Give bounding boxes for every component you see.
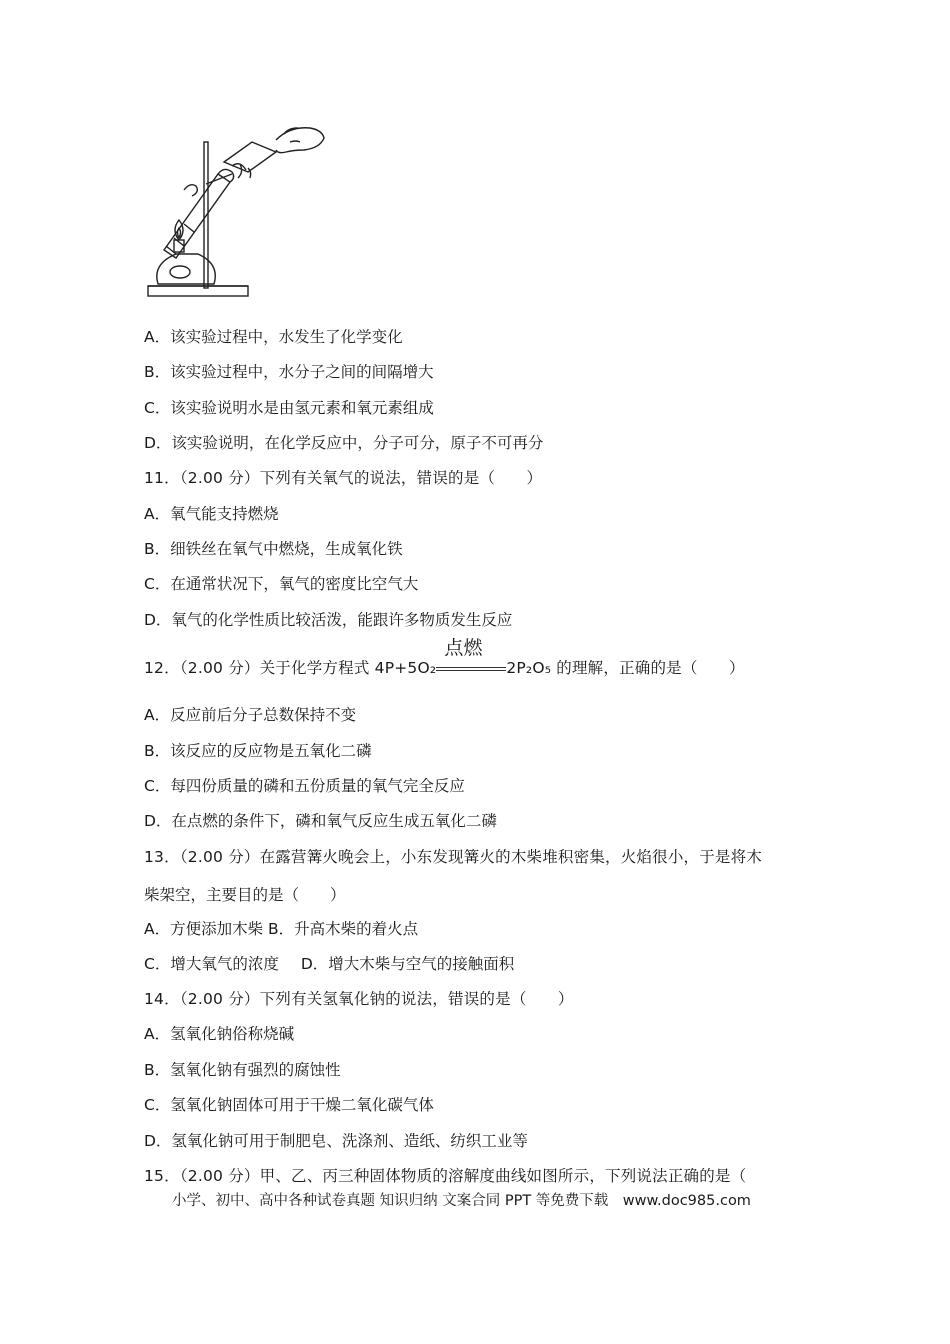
- q13-option-c: C．增大氧气的浓度: [144, 955, 279, 973]
- q12-option-b: B．该反应的反应物是五氧化二磷: [144, 742, 372, 760]
- q13-stem-line2: 柴架空，主要目的是（ ）: [144, 886, 346, 904]
- q11-stem: 11．（2.00 分）下列有关氧气的说法，错误的是（ ）: [144, 469, 543, 487]
- q11-option-a: A．氧气能支持燃烧: [144, 505, 279, 523]
- page-footer[interactable]: 小学、初中、高中各种试卷真题 知识归纳 文案合同 PPT 等免费下载 www.doc985.com: [172, 1193, 751, 1209]
- q14-option-c: C．氢氧化钠固体可用于干燥二氧化碳气体: [144, 1096, 434, 1114]
- q12-option-a: A．反应前后分子总数保持不变: [144, 706, 357, 724]
- q11-option-c: C．在通常状况下，氧气的密度比空气大: [144, 575, 419, 593]
- q11-option-d: D．氧气的化学性质比较活泼，能跟许多物质发生反应: [144, 611, 513, 629]
- q11-option-b: B．细铁丝在氧气中燃烧，生成氧化铁: [144, 540, 403, 558]
- q14-option-b: B．氢氧化钠有强烈的腐蚀性: [144, 1061, 341, 1079]
- q13-options-row1: A．方便添加木柴 B．升高木柴的着火点: [144, 920, 419, 938]
- experiment-apparatus-figure: [144, 112, 329, 302]
- q10-option-b: B．该实验过程中，水分子之间的间隔增大: [144, 363, 434, 381]
- q12-stem: [144, 637, 745, 678]
- reaction-arrow: [436, 637, 506, 678]
- q15-stem: 15．（2.00 分）甲、乙、丙三种固体物质的溶解度曲线如图所示，下列说法正确的是（: [144, 1167, 747, 1185]
- q12-stem-before: 12．（2.00 分）关于化学方程式 4P+5O₂: [144, 659, 437, 677]
- q12-option-d: D．在点燃的条件下，磷和氧气反应生成五氧化二磷: [144, 812, 497, 830]
- reaction-condition: 点燃: [444, 637, 483, 659]
- q13-option-d: D．增大木柴与空气的接触面积: [300, 955, 515, 973]
- q10-option-d: D．该实验说明，在化学反应中，分子可分，原子不可再分: [144, 434, 544, 452]
- q14-stem: 14．（2.00 分）下列有关氢氧化钠的说法，错误的是（ ）: [144, 990, 574, 1008]
- q12-option-c: C．每四份质量的磷和五份质量的氧气完全反应: [144, 777, 465, 795]
- burner-test-tube-apparatus-icon: [144, 112, 329, 302]
- equals-bar-top: [436, 667, 506, 668]
- equals-bar-bottom: [436, 670, 506, 671]
- q14-option-d: D．氢氧化钠可用于制肥皂、洗涤剂、造纸、纺织工业等: [144, 1132, 528, 1150]
- q12-stem-after: 2P₂O₅ 的理解，正确的是（ ）: [506, 659, 745, 677]
- q13-stem-line1: 13．（2.00 分）在露营篝火晚会上，小东发现篝火的木柴堆积密集，火焰很小，于是将木: [144, 848, 763, 866]
- q10-option-a: A．该实验过程中，水发生了化学变化: [144, 328, 403, 346]
- q13-options-row2: [144, 954, 514, 974]
- q10-option-c: C．该实验说明水是由氢元素和氧元素组成: [144, 399, 434, 417]
- q14-option-a: A．氢氧化钠俗称烧碱: [144, 1025, 295, 1043]
